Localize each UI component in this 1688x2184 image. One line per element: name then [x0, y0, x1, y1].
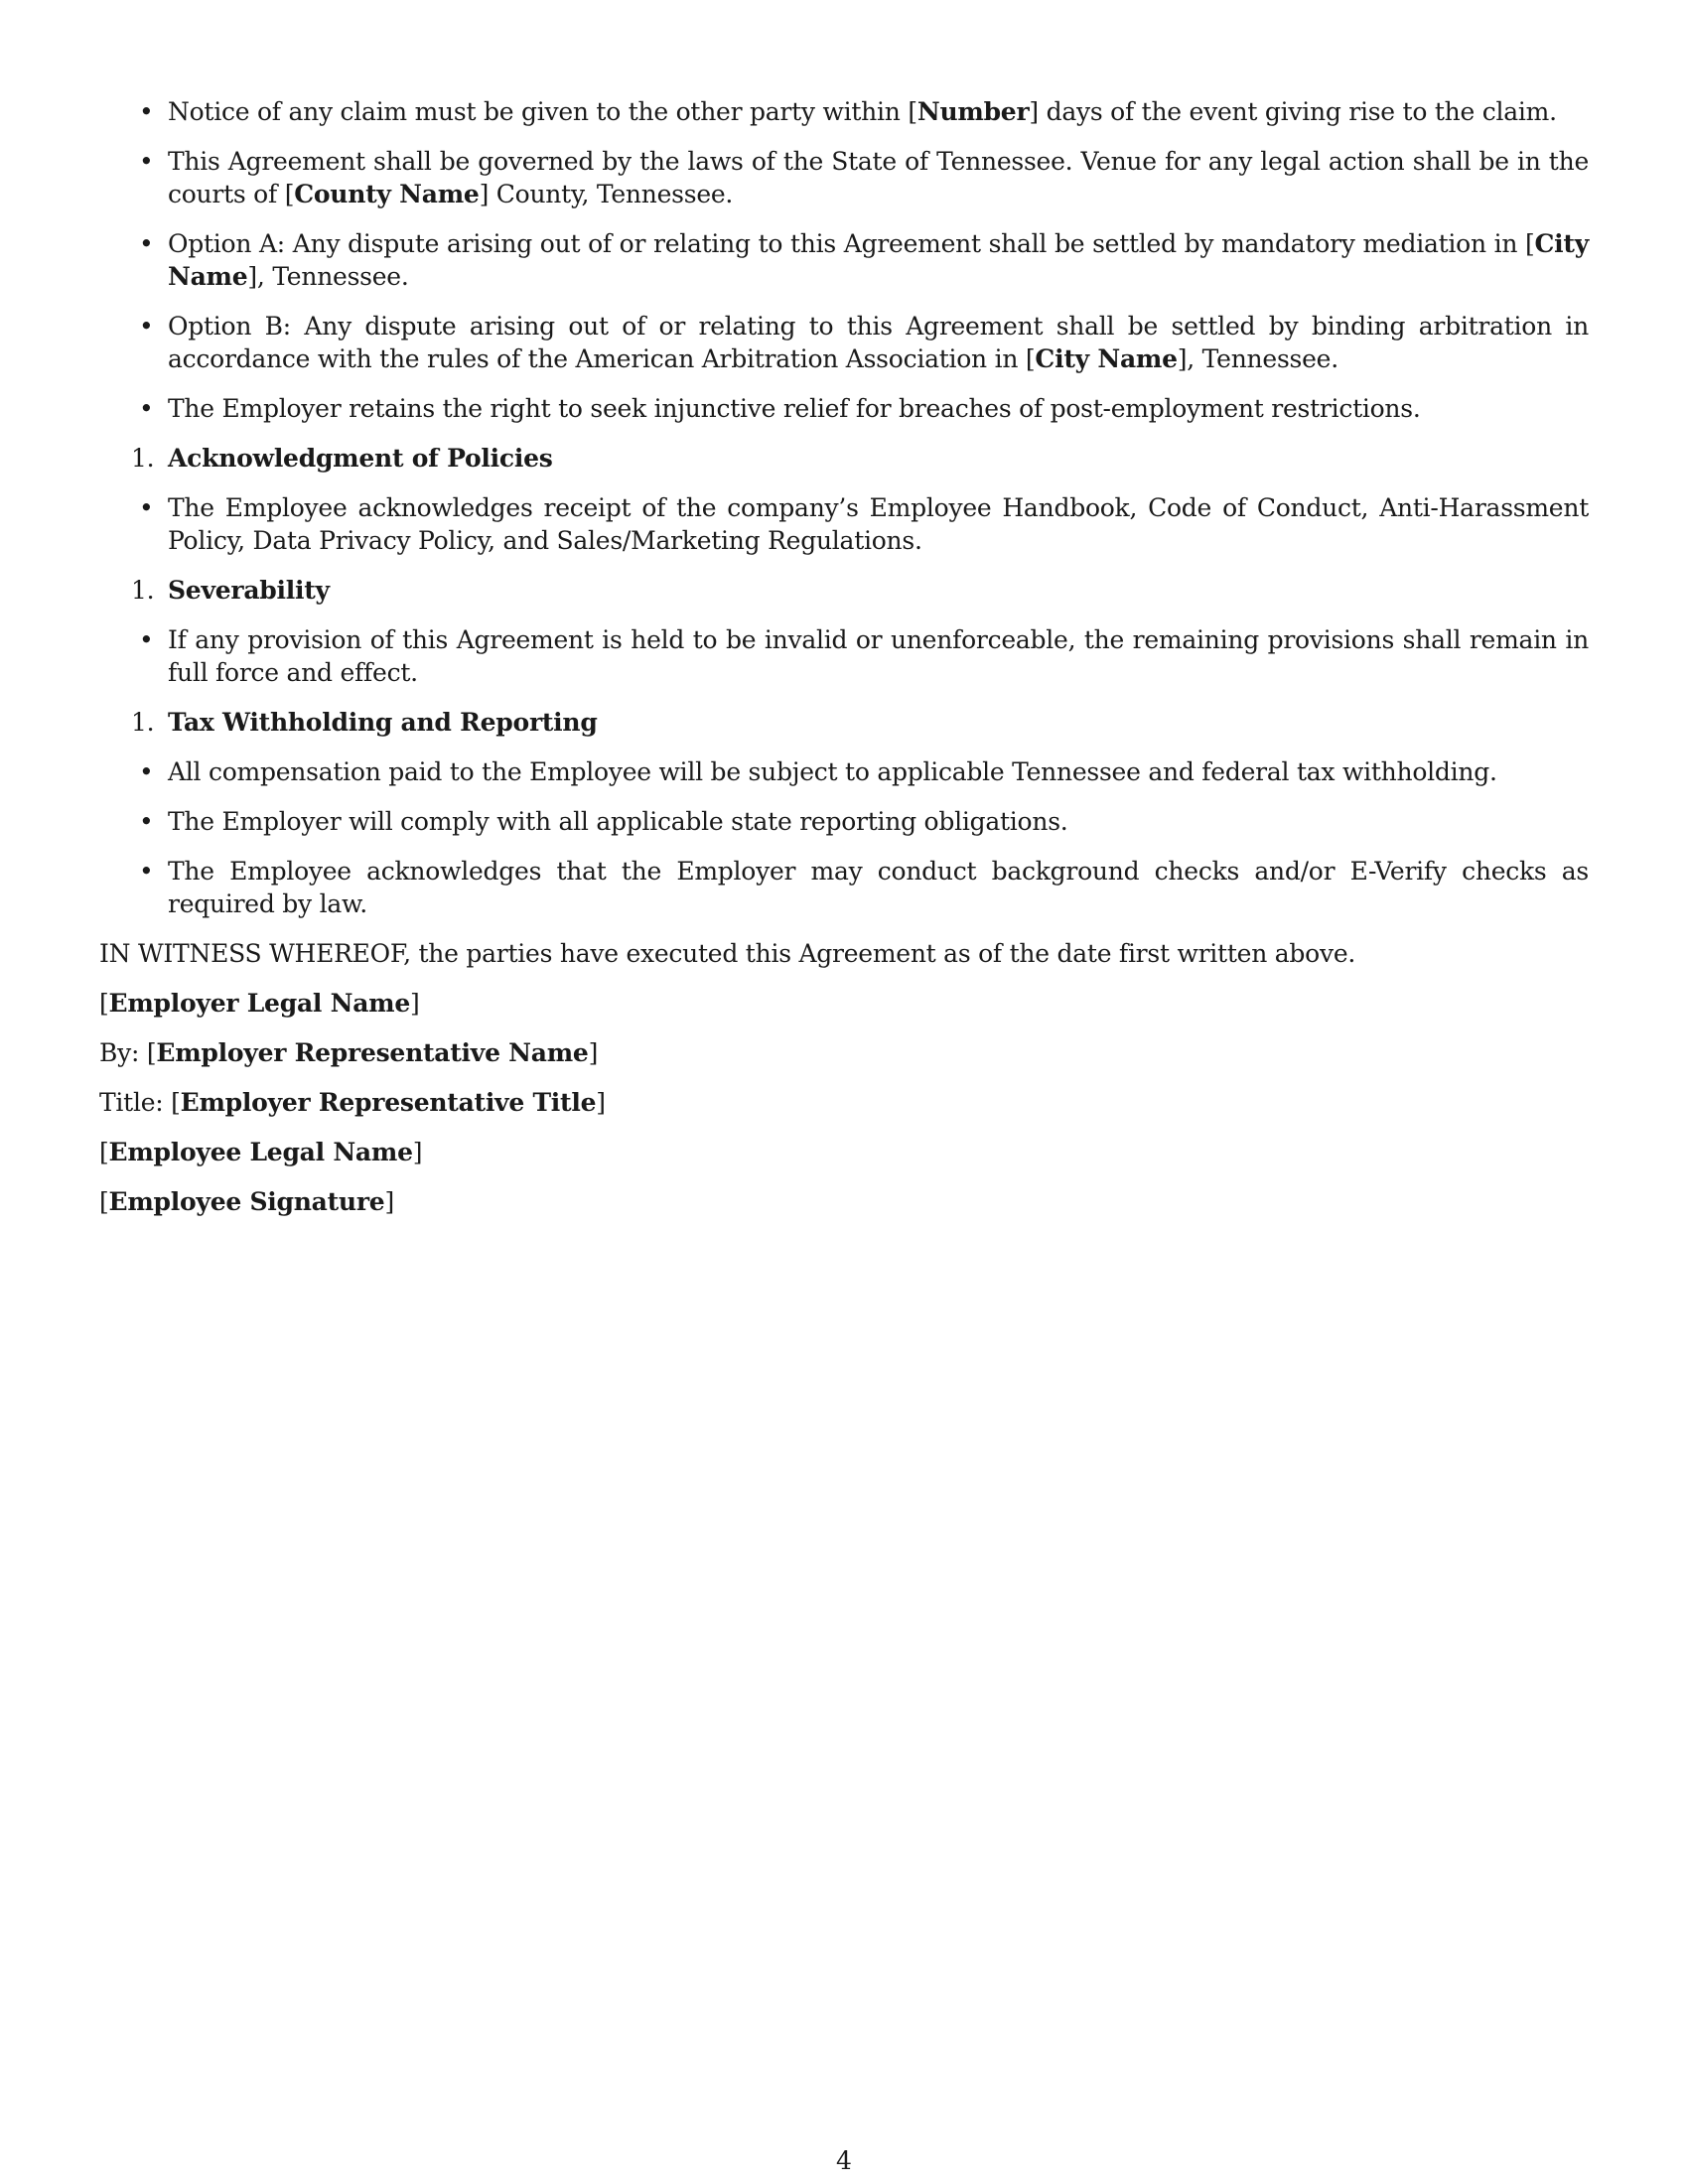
item-text: Notice of any claim must be given to the other party within — [168, 97, 909, 126]
item-text: Option B: Any dispute arising out of or relating to this Agreement shall be settled by binding arbitration in accordance with the rules of the American Arbitration Association in — [168, 312, 1589, 373]
employer-representative-title: Employer Representative Title — [180, 1088, 597, 1117]
bracket-close: ] — [596, 1088, 606, 1117]
bracket-open: [ — [1025, 344, 1036, 373]
list-item — [99, 755, 1589, 788]
bullet-icon: • — [139, 807, 154, 836]
bracket-close: ] — [410, 989, 420, 1018]
bracket-open: [ — [99, 1187, 109, 1216]
section-heading-tax — [99, 706, 1589, 739]
bullet-icon: • — [139, 312, 154, 341]
bracket-open: [ — [284, 180, 295, 208]
bullet-icon: • — [139, 147, 154, 176]
section-title: Acknowledgment of Policies — [168, 444, 553, 473]
bracket-open: [ — [1525, 229, 1535, 258]
placeholder-city-name: City Name — [168, 229, 1589, 291]
title-label: Title: — [99, 1088, 164, 1117]
item-text: Option A: Any dispute arising out of or relating to this Agreement shall be settled by mandatory mediation in — [168, 229, 1526, 258]
bullet-icon: • — [139, 857, 154, 886]
item-text: The Employer retains the right to seek injunctive relief for breaches of post-employment restrictions. — [168, 394, 1421, 423]
bracket-open: [ — [146, 1038, 157, 1067]
list-item — [99, 805, 1589, 838]
item-text-tail: ], Tennessee. — [247, 262, 409, 291]
employee-legal-name: Employee Legal Name — [108, 1138, 413, 1166]
list-item — [99, 855, 1589, 920]
item-text-tail: ] days of the event giving rise to the claim. — [1029, 97, 1557, 126]
employee-name-line — [99, 1136, 1589, 1168]
bracket-open: [ — [171, 1088, 181, 1117]
placeholder-number: Number — [916, 97, 1030, 126]
list-item — [99, 392, 1589, 425]
bracket-open: [ — [99, 989, 109, 1018]
title-line — [99, 1086, 1589, 1119]
bullet-icon: • — [139, 493, 154, 522]
item-text: The Employee acknowledges that the Employer may conduct background checks and/or E-Verify checks as required by law. — [168, 857, 1589, 918]
list-item — [99, 95, 1589, 128]
bullet-icon: • — [139, 757, 154, 786]
by-line — [99, 1036, 1589, 1069]
list-item — [99, 623, 1589, 689]
employer-legal-name: Employer Legal Name — [108, 989, 411, 1018]
section-title: Severability — [168, 576, 330, 605]
section-number: 1. — [131, 708, 155, 737]
employee-signature-line — [99, 1185, 1589, 1218]
item-text: This Agreement shall be governed by the laws of the State of Tennessee. Venue for any legal action shall be in the courts of — [168, 147, 1589, 208]
section-heading-acknowledgment — [99, 442, 1589, 475]
witness-paragraph: IN WITNESS WHEREOF, the parties have executed this Agreement as of the date first written above. — [99, 939, 1356, 968]
item-text-tail: ], Tennessee. — [1177, 344, 1338, 373]
by-label: By: — [99, 1038, 140, 1067]
bullet-icon: • — [139, 394, 154, 423]
document-page — [99, 95, 1589, 1235]
bullet-icon: • — [139, 625, 154, 654]
section-heading-severability — [99, 574, 1589, 607]
list-item — [99, 310, 1589, 375]
bracket-close: ] — [588, 1038, 599, 1067]
placeholder-county-name: County Name — [294, 180, 480, 208]
page-number: 4 — [836, 2146, 852, 2175]
bullet-icon: • — [139, 97, 154, 126]
bullet-icon: • — [139, 229, 154, 258]
bracket-close: ] — [384, 1187, 394, 1216]
item-text: The Employer will comply with all applicable state reporting obligations. — [168, 807, 1068, 836]
bracket-open: [ — [908, 97, 917, 126]
item-text: All compensation paid to the Employee will be subject to applicable Tennessee and federal tax withholding. — [168, 757, 1497, 786]
list-item — [99, 145, 1589, 210]
item-text: The Employee acknowledges receipt of the company’s Employee Handbook, Code of Conduct, Anti-Harassment Policy, Data Privacy Policy, and Sales/Marketing Regulations. — [168, 493, 1589, 555]
item-text-tail: ] County, Tennessee. — [479, 180, 734, 208]
item-text: If any provision of this Agreement is held to be invalid or unenforceable, the remaining provisions shall remain in full force and effect. — [168, 625, 1589, 687]
section-number: 1. — [131, 576, 155, 605]
employee-signature: Employee Signature — [108, 1187, 385, 1216]
employer-representative-name: Employer Representative Name — [156, 1038, 589, 1067]
section-number: 1. — [131, 444, 155, 473]
placeholder-city-name: City Name — [1035, 344, 1178, 373]
list-item — [99, 227, 1589, 293]
bracket-close: ] — [412, 1138, 423, 1166]
list-item — [99, 491, 1589, 557]
employer-name-line — [99, 987, 1589, 1020]
section-title: Tax Withholding and Reporting — [168, 708, 598, 737]
bracket-open: [ — [99, 1138, 109, 1166]
